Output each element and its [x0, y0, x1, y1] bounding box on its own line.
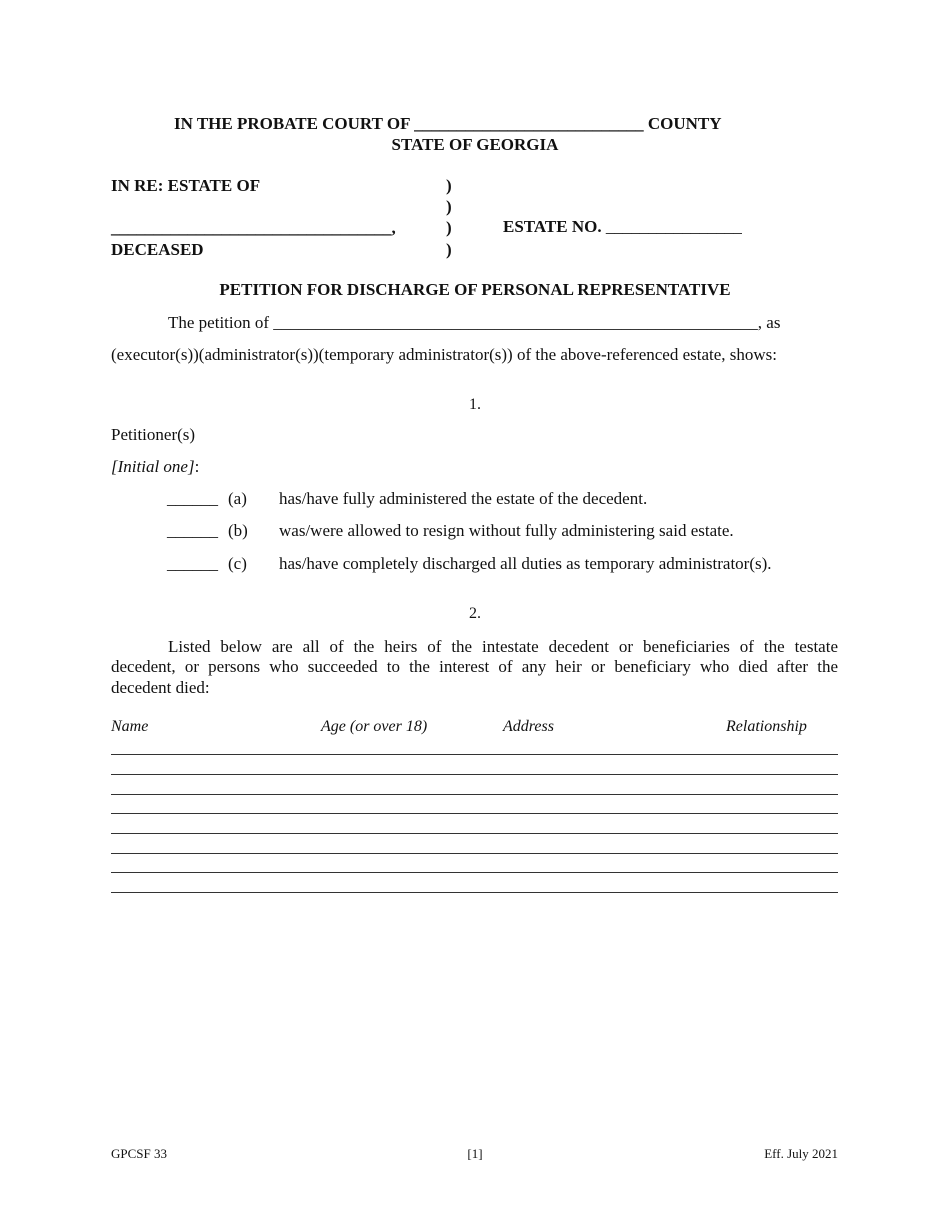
petitioner-name-blank[interactable]: _________________________________________________________ — [273, 313, 758, 332]
intro-line-1 — [168, 313, 780, 333]
heirs-paragraph-line-2: decedent, or persons who succeeded to the interest of any heir or beneficiary who died after the — [111, 657, 838, 676]
petitioners-label: Petitioner(s) — [111, 425, 196, 444]
heir-entry-line[interactable] — [111, 892, 838, 893]
page-number: [1] — [467, 1146, 483, 1161]
column-address: Address — [503, 718, 554, 735]
option-a-letter: (a) — [228, 489, 247, 508]
caption-paren: ) — [446, 240, 452, 259]
heir-entry-line[interactable] — [111, 872, 838, 873]
instruction-colon: : — [194, 457, 200, 476]
heir-entry-line[interactable] — [111, 833, 838, 834]
intro-prefix: The petition of — [168, 313, 270, 332]
court-heading — [174, 114, 722, 134]
section-number-2: 2. — [469, 605, 481, 622]
court-heading-prefix: IN THE PROBATE COURT OF — [174, 114, 410, 133]
column-name: Name — [111, 718, 149, 735]
document-title: PETITION FOR DISCHARGE OF PERSONAL REPRESENTATIVE — [219, 280, 731, 299]
heirs-paragraph-line-3: decedent died: — [111, 678, 210, 697]
option-b-letter: (b) — [228, 521, 248, 540]
in-re-label: IN RE: ESTATE OF — [111, 176, 261, 195]
option-c-text: has/have completely discharged all duties as temporary administrator(s). — [279, 554, 772, 573]
heir-entry-line[interactable] — [111, 853, 838, 854]
section-number-1: 1. — [469, 396, 481, 413]
county-name-blank[interactable]: ___________________________ — [414, 114, 644, 133]
form-id: GPCSF 33 — [111, 1146, 167, 1161]
estate-no-blank[interactable]: ________________ — [605, 217, 742, 236]
intro-suffix: , as — [757, 313, 781, 332]
caption-paren: ) — [446, 176, 452, 195]
heir-entry-line[interactable] — [111, 794, 838, 795]
intro-line-2: (executor(s))(administrator(s))(temporary administrator(s)) of the above-referenced estate, shows: — [111, 345, 778, 364]
state-heading: STATE OF GEORGIA — [391, 135, 559, 154]
caption-paren: ) — [446, 197, 452, 216]
option-c-letter: (c) — [228, 554, 247, 573]
decedent-name-blank[interactable]: _________________________________, — [111, 218, 396, 237]
caption-paren: ) — [446, 218, 452, 237]
effective-date: Eff. July 2021 — [764, 1146, 838, 1161]
heir-entry-line[interactable] — [111, 754, 838, 755]
column-age: Age (or over 18) — [321, 718, 428, 735]
court-heading-suffix: COUNTY — [647, 114, 722, 133]
option-c-initial-blank[interactable]: ______ — [167, 554, 218, 573]
heirs-paragraph-line-1: Listed below are all of the heirs of the intestate decedent or beneficiaries of the testate — [168, 637, 838, 656]
heir-entry-line[interactable] — [111, 774, 838, 775]
option-a-initial-blank[interactable]: ______ — [167, 489, 218, 508]
initial-one-instruction — [111, 457, 199, 477]
heir-entry-line[interactable] — [111, 813, 838, 814]
column-relationship: Relationship — [726, 718, 807, 735]
deceased-label: DECEASED — [111, 240, 204, 259]
option-b-text: was/were allowed to resign without fully administering said estate. — [279, 521, 734, 540]
instruction-text: [Initial one] — [111, 457, 195, 476]
estate-number — [503, 217, 742, 237]
estate-no-label: ESTATE NO. — [503, 217, 602, 236]
option-b-initial-blank[interactable]: ______ — [167, 521, 218, 540]
option-a-text: has/have fully administered the estate of the decedent. — [279, 489, 648, 508]
